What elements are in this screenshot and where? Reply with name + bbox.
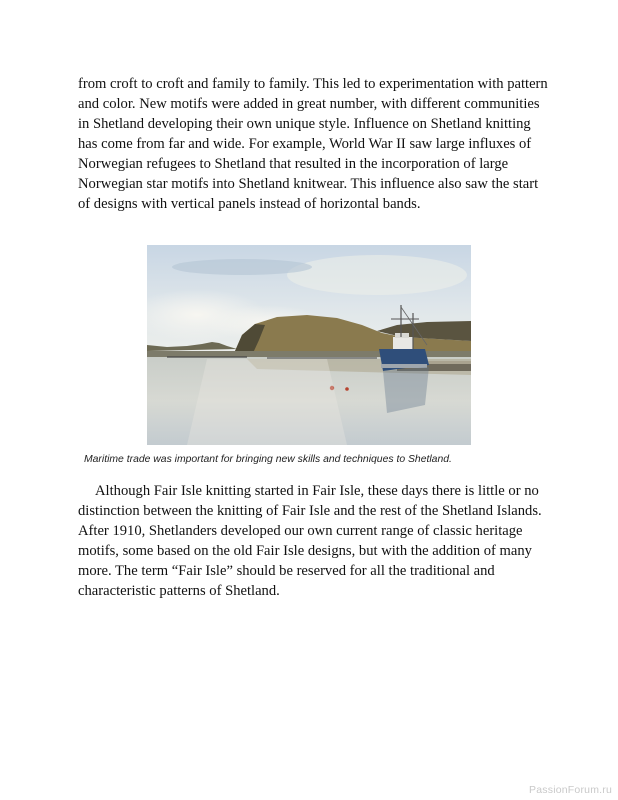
watermark: PassionForum.ru	[529, 784, 612, 796]
photo-caption: Maritime trade was important for bringing new skills and techniques to Shetland.	[84, 454, 452, 465]
harbor-photo	[147, 245, 471, 445]
body-paragraph-2: Although Fair Isle knitting started in Fair Isle, these days there is little or no distinction between the knitting of Fair Isle and the rest of the Shetland Islands. After 1910, Shetlanders developed our own current range of classic heritage motifs, some based on the old Fair Isle designs, but with the addition of many more. The term “Fair Isle” should be reserved for all the traditional and characteristic patterns of Shetland.	[78, 483, 542, 599]
body-paragraph-1: from croft to croft and family to family. This led to experimentation with pattern and color. New motifs were added in great number, with different communities in Shetland developing their own unique style. Influence on Shetland knitting has come from far and wide. For example, World War II saw large influxes of Norwegian refugees to Shetland that resulted in the incorporation of large Norwegian star motifs into Shetland knitwear. This influence also saw the start of designs with vertical panels instead of horizontal bands.	[78, 76, 548, 212]
